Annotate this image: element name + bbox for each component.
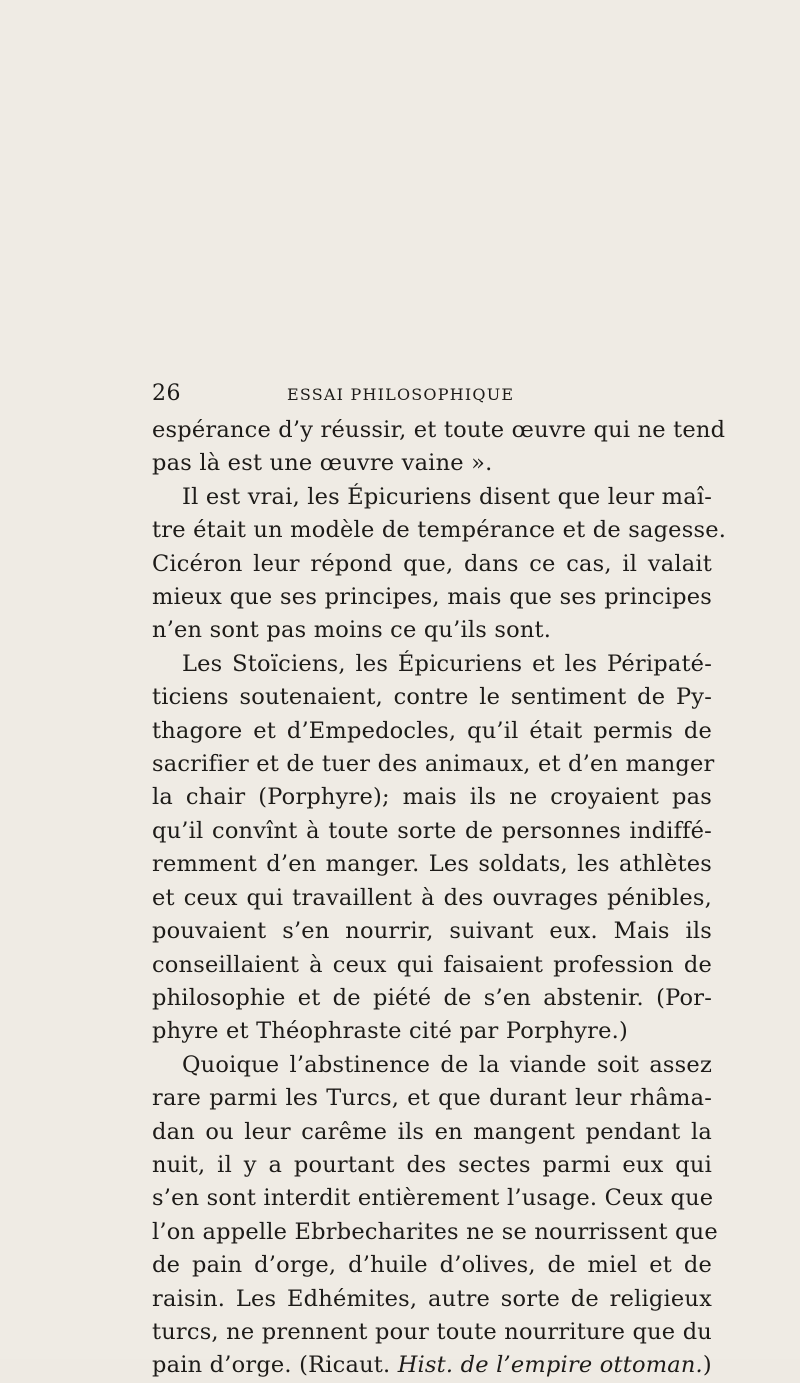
text-line: Cicéron leur répond que, dans ce cas, il valait: [152, 550, 712, 577]
text-line: tre était un modèle de tempérance et de sagesse.: [152, 517, 727, 544]
page-header: [152, 381, 712, 411]
text-line: sacrifier et de tuer des animaux, et d’en manger: [152, 751, 715, 778]
book-title-italic: Hist. de l’empire ottoman.: [397, 1352, 703, 1379]
text-line: Il est vrai, les Épicuriens disent que leur maî-: [182, 483, 713, 510]
text-line: mieux que ses principes, mais que ses principes: [152, 584, 712, 611]
text-line: philosophie et de piété de s’en abstenir. (Por-: [152, 984, 712, 1011]
text-line: ticiens soutenaient, contre le sentiment de Py-: [152, 684, 712, 711]
text-line: n’en sont pas moins ce qu’ils sont.: [152, 617, 552, 644]
text-line: l’on appelle Ebrbecharites ne se nourrissent que: [152, 1218, 718, 1245]
text-line: conseillaient à ceux qui faisaient profession de: [152, 951, 712, 978]
text-line: thagore et d’Empedocles, qu’il était permis de: [152, 717, 712, 744]
text-line: espérance d’y réussir, et toute œuvre qui ne tend: [152, 417, 726, 443]
text-line: et ceux qui travaillent à des ouvrages pénibles,: [152, 884, 712, 911]
body-text: [152, 414, 727, 1383]
text-line: Quoique l’abstinence de la viande soit assez: [182, 1051, 712, 1078]
text-line: la chair (Porphyre); mais ils ne croyaient pas: [152, 784, 712, 811]
text-line: nuit, il y a pourtant des sectes parmi eux qui: [152, 1151, 712, 1178]
text-line: rare parmi les Turcs, et que durant leur rhâma-: [152, 1085, 712, 1112]
text-line-final: [152, 1349, 712, 1382]
citation-close: ): [702, 1352, 712, 1379]
text-line: remment d’en manger. Les soldats, les athlètes: [152, 851, 712, 878]
text-line: dan ou leur carême ils en mangent pendant la: [152, 1118, 712, 1145]
text-line: pas là est une œuvre vaine ».: [152, 450, 493, 477]
text-line: qu’il convînt à toute sorte de personnes indiffé-: [152, 817, 712, 844]
page-number: 26: [152, 381, 181, 406]
running-title: ESSAI PHILOSOPHIQUE: [287, 385, 515, 404]
text-line: Les Stoïciens, les Épicuriens et les Péripaté-: [182, 650, 712, 677]
text-line: raisin. Les Edhémites, autre sorte de religieux: [152, 1285, 712, 1312]
citation-text: pain d’orge. (Ricaut.: [152, 1352, 398, 1379]
text-line: turcs, ne prennent pour toute nourriture que du: [152, 1318, 712, 1345]
text-line: s’en sont interdit entièrement l’usage. Ceux que: [152, 1185, 714, 1212]
text-line: pouvaient s’en nourrir, suivant eux. Mais ils: [152, 918, 712, 945]
text-line: de pain d’orge, d’huile d’olives, de miel et de: [152, 1252, 712, 1279]
text-line: phyre et Théophraste cité par Porphyre.): [152, 1018, 628, 1045]
